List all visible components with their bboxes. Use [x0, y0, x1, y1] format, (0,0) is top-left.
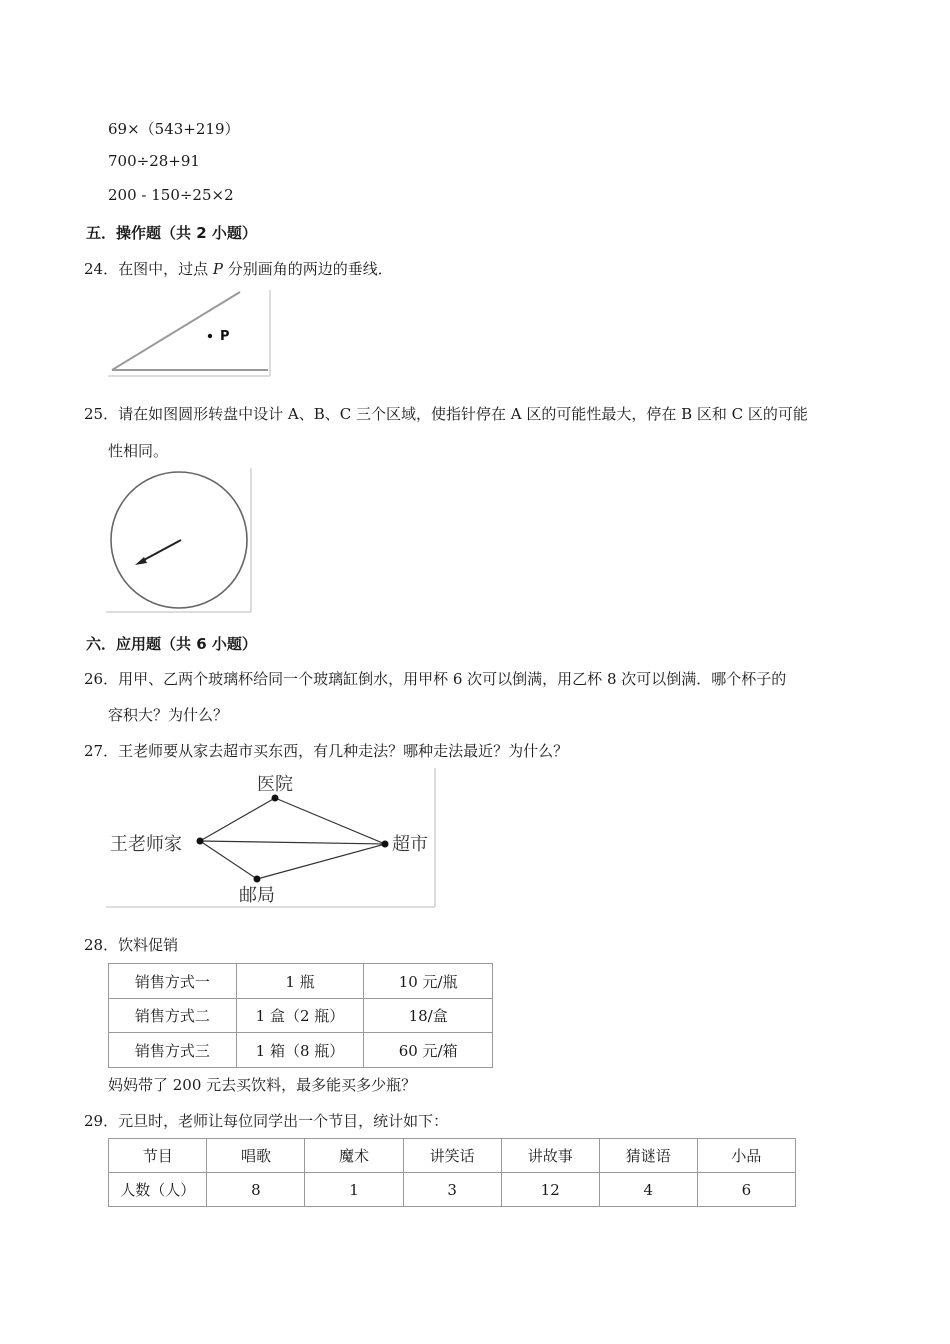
- node-home: [197, 838, 204, 845]
- point-p-label: P: [220, 329, 230, 344]
- table-header-cell: 节目: [109, 1139, 207, 1173]
- label-post: 邮局: [239, 885, 275, 906]
- table-cell: 10 元/瓶: [364, 964, 493, 999]
- question-29: [84, 1110, 448, 1131]
- node-hospital: [272, 795, 279, 802]
- q24-var: P: [212, 260, 223, 278]
- table-cell: 60 元/箱: [364, 1033, 493, 1068]
- label-home: 王老师家: [110, 834, 182, 855]
- q28-title: 饮料促销: [118, 936, 179, 954]
- spinner-figure: [106, 468, 254, 614]
- table-cell: 1 盒（2 瓶）: [236, 999, 364, 1033]
- route-hospital-market: [275, 798, 385, 844]
- node-market: [382, 841, 389, 848]
- table-cell: 4: [599, 1173, 697, 1207]
- calc-line-2: 700÷28+91: [108, 152, 200, 170]
- angle-figure: [108, 290, 272, 378]
- question-24: [84, 258, 393, 279]
- point-p: [208, 334, 212, 338]
- node-post: [254, 876, 261, 883]
- q27-text: 王老师要从家去超市买东西，有几种走法？哪种走法最近？为什么？: [118, 742, 569, 760]
- q24-number: 24．: [84, 260, 119, 278]
- route-home-post: [200, 841, 257, 879]
- q26-number: 26．: [84, 670, 119, 688]
- promo-table: [108, 963, 493, 1068]
- question-28: [84, 934, 178, 955]
- table-cell: 18/盒: [364, 999, 493, 1033]
- q27-number: 27．: [84, 742, 119, 760]
- table-cell: 3: [403, 1173, 501, 1207]
- question-25-line-1: [84, 403, 808, 424]
- table-row: [109, 1139, 796, 1173]
- section-5-heading: 五．操作题（共 2 小题）: [86, 224, 257, 242]
- table-row: [109, 1033, 493, 1068]
- q24-text-b: 分别画角的两边的垂线．: [222, 260, 393, 278]
- program-stats-table: [108, 1138, 796, 1207]
- question-27: [84, 740, 568, 761]
- table-header-cell: 猜谜语: [599, 1139, 697, 1173]
- label-market: 超市: [392, 834, 428, 855]
- question-26-line-1: [84, 668, 786, 689]
- table-header-cell: 唱歌: [207, 1139, 305, 1173]
- table-cell: 1: [305, 1173, 403, 1207]
- table-cell: 1 瓶: [236, 964, 364, 999]
- q25-text-2: 性相同。: [108, 442, 169, 460]
- table-header-cell: 讲故事: [501, 1139, 599, 1173]
- calc-line-1: 69×（543+219）: [108, 120, 240, 138]
- q26-text-2: 容积大？为什么？: [108, 706, 229, 724]
- calc-line-3: 200 - 150÷25×2: [108, 186, 234, 204]
- table-cell: 12: [501, 1173, 599, 1207]
- section-6-heading: 六．应用题（共 6 小题）: [86, 635, 257, 653]
- route-home-hospital: [200, 798, 275, 841]
- table-cell: 8: [207, 1173, 305, 1207]
- route-post-market: [257, 844, 385, 879]
- q26-text-1: 用甲、乙两个玻璃杯给同一个玻璃缸倒水，用甲杯 6 次可以倒满，用乙杯 8 次可以倒满．哪个杯子的: [118, 670, 787, 688]
- table-cell: 销售方式一: [109, 964, 237, 999]
- table-row: [109, 964, 493, 999]
- table-cell: 销售方式三: [109, 1033, 237, 1068]
- q28-question: 妈妈带了 200 元去买饮料，最多能买多少瓶？: [108, 1076, 417, 1094]
- q24-text-a: 在图中，过点: [118, 260, 213, 278]
- table-row: [109, 999, 493, 1033]
- route-home-market: [200, 841, 385, 844]
- table-header-cell: 魔术: [305, 1139, 403, 1173]
- table-header-cell: 讲笑话: [403, 1139, 501, 1173]
- spinner-pointer: [142, 540, 181, 561]
- q29-text: 元旦时，老师让每位同学出一个节目，统计如下：: [118, 1112, 449, 1130]
- table-cell: 销售方式二: [109, 999, 237, 1033]
- table-row: [109, 1173, 796, 1207]
- q25-number: 25．: [84, 405, 119, 423]
- q28-number: 28．: [84, 936, 119, 954]
- table-cell: 人数（人）: [109, 1173, 207, 1207]
- table-cell: 1 箱（8 瓶）: [236, 1033, 364, 1068]
- table-header-cell: 小品: [697, 1139, 795, 1173]
- q25-text-1: 请在如图圆形转盘中设计 A、B、C 三个区域，使指针停在 A 区的可能性最大，停在 B 区和 C 区的可能: [118, 405, 808, 423]
- label-hospital: 医院: [257, 774, 293, 795]
- table-cell: 6: [697, 1173, 795, 1207]
- route-map: [106, 768, 438, 910]
- q29-number: 29．: [84, 1112, 119, 1130]
